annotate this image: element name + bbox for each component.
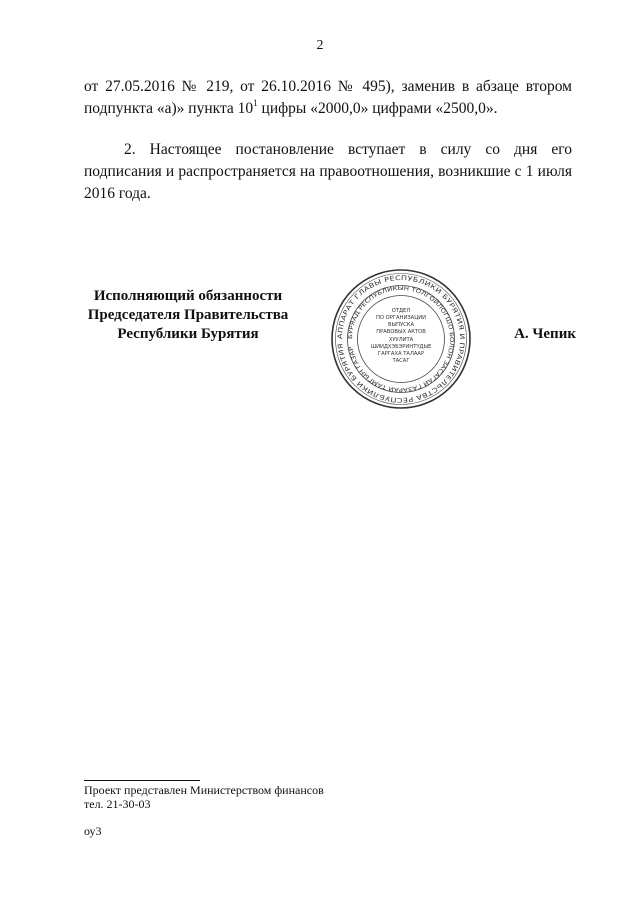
seal-center-line-8: ТАСАГ [392, 358, 410, 364]
seal-outer-ring-text: АППАРАТ ГЛАВЫ РЕСПУБЛИКИ БУРЯТИЯ И ПРАВИТЕЛЬСТВА РЕСПУБЛИКИ БУРЯТИЯ [335, 273, 467, 405]
seal-center-line-1: ОТДЕЛ [391, 308, 411, 314]
paragraph-1 [84, 76, 572, 120]
footer-line-2: тел. 21-30-03 [84, 797, 151, 811]
seal-center-line-2: ПО ОРГАНИЗАЦИИ [375, 315, 427, 321]
signatory-title-line-3: Республики Бурятия [117, 326, 259, 342]
signatory-title-line-1: Исполняющий обязанности [93, 288, 283, 304]
signatory-title-line-2: Председателя Правительства [87, 307, 289, 323]
paragraph-1-text: от 27.05.2016 № 219, от 26.10.2016 № 495), заменив в абзаце втором подпункта «а)» пункта 10 [84, 78, 572, 117]
seal-center-line-6: ШИИДХЭБЭРИНТҮДЫЕ [370, 344, 432, 350]
page-number: 2 [316, 38, 324, 53]
paragraph-2: 2. Настоящее постановление вступает в силу со дня его подписания и распространяется на правоотношения, возникшие с 1 июля 2016 года. [84, 141, 572, 202]
seal-center-line-7: ГАРГАХА ТАЛААР [377, 351, 425, 357]
signatory-name: А. Чепик [514, 326, 576, 342]
seal-center-line-3: ВЫПУСКА [387, 322, 415, 328]
seal-inner-ring-text: БУРЯАД РЕСПУБЛИКЫН ТОЛГОЙЛОГШО БОЛОН ЗАСАГАЙ ГАЗАРАЙ ТАМГЫН ГАЗАР [347, 285, 455, 393]
signatory-title [60, 287, 316, 344]
seal-center-line-4: ПРАВОВЫХ АКТОВ [376, 329, 426, 335]
footer-note [84, 783, 324, 811]
superscript: 1 [253, 97, 258, 108]
footer-divider [84, 780, 200, 781]
footer-line-1: Проект представлен Министерством финансов [84, 783, 324, 797]
paragraph-1-text-end: цифры «2000,0» цифрами «2500,0». [257, 100, 498, 117]
document-code: оу3 [84, 824, 102, 838]
seal-center-line-5: ХУУЛИТА [388, 337, 414, 343]
official-seal [330, 268, 472, 410]
